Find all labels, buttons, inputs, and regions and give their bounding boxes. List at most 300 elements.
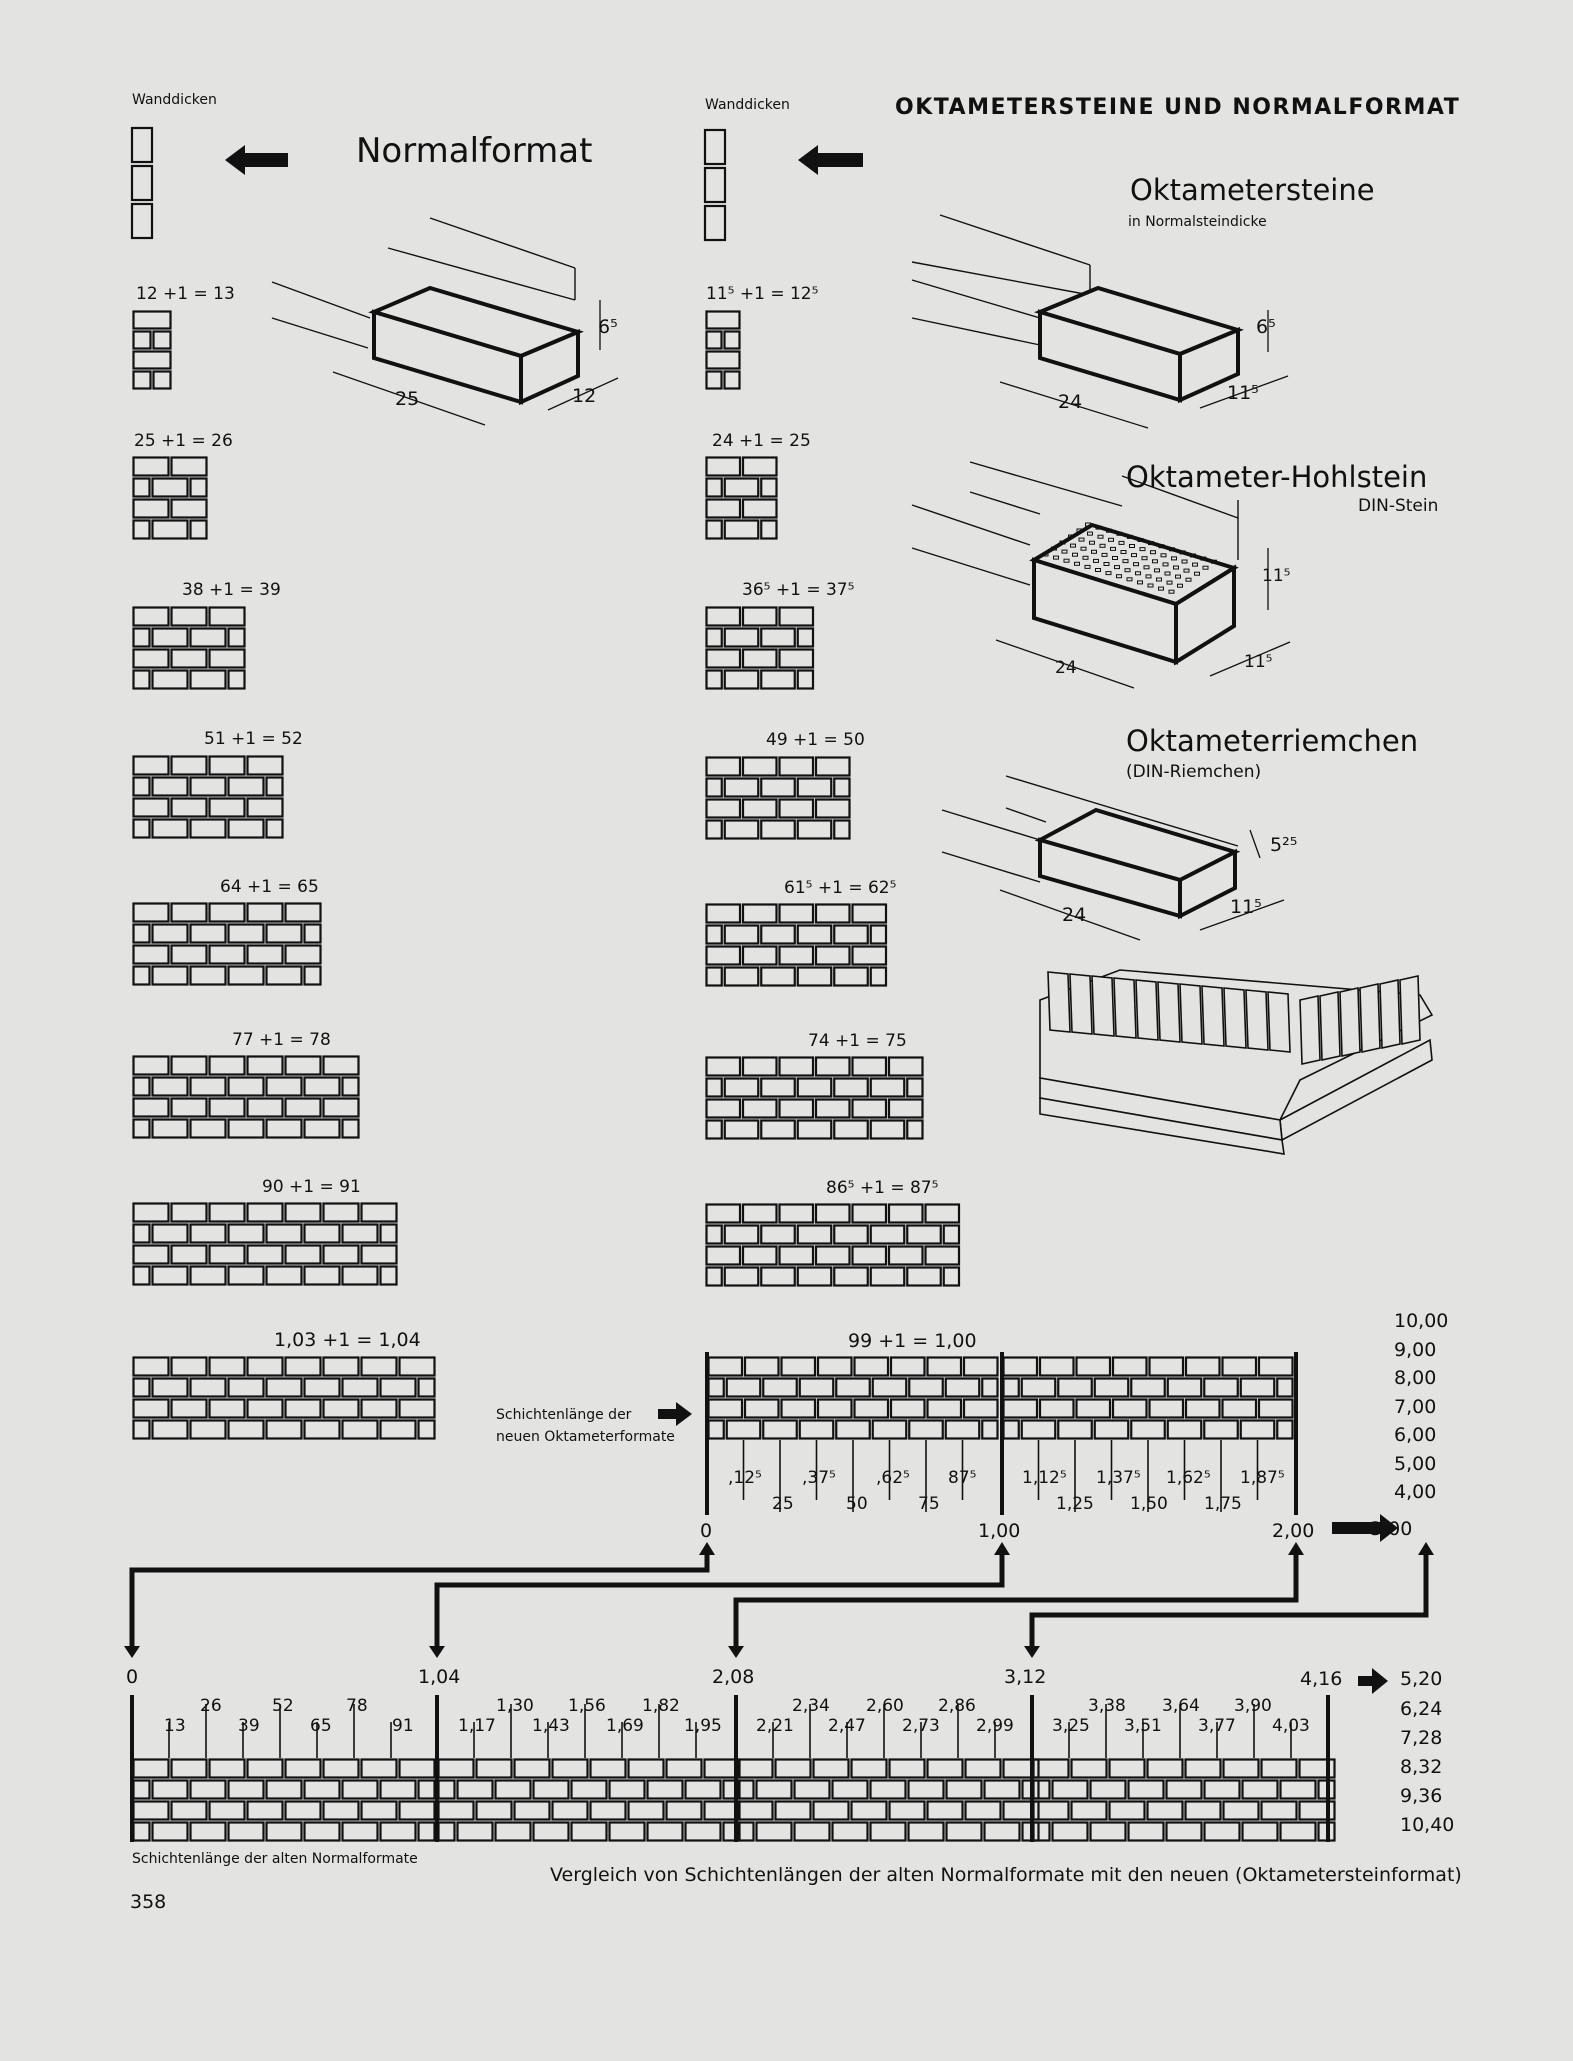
brick bbox=[134, 1760, 169, 1778]
brick bbox=[707, 905, 741, 923]
normal-height: 6⁵ bbox=[598, 316, 618, 338]
corner-brick bbox=[1202, 986, 1224, 1046]
brick bbox=[1110, 1760, 1145, 1778]
brick bbox=[572, 1823, 607, 1841]
brick bbox=[871, 1226, 905, 1244]
brick bbox=[944, 1226, 959, 1244]
new-scale-label-1: Schichtenlänge der bbox=[496, 1407, 632, 1423]
old-right-value: 10,40 bbox=[1400, 1814, 1455, 1836]
brick bbox=[909, 1379, 943, 1397]
brick bbox=[153, 1421, 188, 1439]
brick bbox=[761, 1121, 795, 1139]
brick bbox=[381, 1267, 397, 1285]
brick bbox=[305, 1781, 340, 1799]
left-row-label-6: 77 +1 = 78 bbox=[232, 1030, 331, 1050]
brick bbox=[1243, 1781, 1278, 1799]
brick bbox=[709, 1400, 743, 1418]
brick bbox=[248, 1760, 283, 1778]
hohlstein-subtitle: DIN-Stein bbox=[1358, 496, 1439, 516]
brick bbox=[853, 905, 887, 923]
old-right-value: 7,28 bbox=[1400, 1727, 1443, 1749]
brick bbox=[743, 458, 777, 476]
brick bbox=[591, 1760, 626, 1778]
brick bbox=[134, 1267, 150, 1285]
brick bbox=[210, 1358, 245, 1376]
brick bbox=[210, 1246, 245, 1264]
brick bbox=[1148, 1802, 1183, 1820]
brick bbox=[707, 800, 741, 818]
brick bbox=[743, 905, 777, 923]
new-lower-tick-label: 1,75 bbox=[1204, 1494, 1242, 1514]
brick bbox=[134, 608, 169, 626]
brick bbox=[907, 1226, 941, 1244]
brick bbox=[1186, 1760, 1221, 1778]
brick bbox=[248, 1246, 283, 1264]
brick bbox=[909, 1823, 944, 1841]
new-right-value: 9,00 bbox=[1394, 1338, 1437, 1361]
brick bbox=[210, 757, 245, 775]
brick bbox=[229, 1781, 264, 1799]
brick bbox=[709, 1421, 724, 1439]
brick bbox=[419, 1379, 435, 1397]
brick bbox=[946, 1421, 980, 1439]
old-major-label: 3,12 bbox=[1004, 1666, 1047, 1688]
brick bbox=[1186, 1358, 1220, 1376]
brick bbox=[738, 1760, 773, 1778]
brick bbox=[172, 458, 207, 476]
brick bbox=[944, 1268, 959, 1286]
oktameter-width: 11⁵ bbox=[1227, 382, 1259, 404]
brick bbox=[153, 521, 188, 539]
brick bbox=[743, 1058, 777, 1076]
brick bbox=[761, 926, 795, 944]
brick bbox=[818, 1358, 852, 1376]
brick bbox=[818, 1400, 852, 1418]
brick bbox=[134, 1225, 150, 1243]
brick bbox=[1004, 1379, 1019, 1397]
brick bbox=[855, 1400, 889, 1418]
brick bbox=[907, 1268, 941, 1286]
brick bbox=[707, 1226, 722, 1244]
brick bbox=[134, 1078, 150, 1096]
corner-brick bbox=[1320, 992, 1340, 1060]
brick bbox=[134, 479, 150, 497]
old-scale-wall-3 bbox=[738, 1760, 1039, 1841]
brick bbox=[1262, 1802, 1297, 1820]
brick bbox=[305, 967, 321, 985]
left-row-label-1: 12 +1 = 13 bbox=[136, 284, 235, 304]
brick bbox=[889, 1205, 923, 1223]
brick bbox=[153, 479, 188, 497]
brick bbox=[871, 926, 886, 944]
left-row-label-2: 25 +1 = 26 bbox=[134, 431, 233, 451]
brick bbox=[1168, 1379, 1202, 1397]
brick bbox=[477, 1802, 512, 1820]
brick bbox=[928, 1802, 963, 1820]
brick bbox=[686, 1781, 721, 1799]
brick bbox=[153, 1267, 188, 1285]
brick bbox=[267, 1781, 302, 1799]
new-upper-tick-label: 87⁵ bbox=[948, 1468, 977, 1488]
brick bbox=[610, 1823, 645, 1841]
brick bbox=[725, 1268, 759, 1286]
left-wall-row-5 bbox=[134, 904, 321, 985]
oktameter-subtitle: in Normalsteindicke bbox=[1128, 214, 1267, 230]
brick bbox=[853, 1100, 887, 1118]
brick bbox=[381, 1781, 416, 1799]
brick bbox=[982, 1379, 997, 1397]
wall-label-middle: Wanddicken bbox=[705, 97, 790, 113]
old-lower-tick-label: 65 bbox=[310, 1716, 332, 1736]
corner-brick bbox=[1300, 996, 1320, 1064]
brick bbox=[852, 1760, 887, 1778]
old-upper-tick-label: 3,38 bbox=[1088, 1696, 1126, 1716]
brick bbox=[134, 671, 150, 689]
brick bbox=[707, 821, 722, 839]
brick bbox=[725, 779, 759, 797]
brick bbox=[1167, 1823, 1202, 1841]
brick bbox=[534, 1823, 569, 1841]
brick bbox=[305, 1379, 340, 1397]
brick bbox=[795, 1823, 830, 1841]
brick bbox=[947, 1823, 982, 1841]
brick bbox=[515, 1760, 550, 1778]
brick bbox=[210, 904, 245, 922]
brick bbox=[210, 1204, 245, 1222]
brick bbox=[743, 608, 777, 626]
brick bbox=[419, 1781, 435, 1799]
brick bbox=[816, 1100, 850, 1118]
brick bbox=[780, 1205, 814, 1223]
brick bbox=[871, 1121, 905, 1139]
new-major-label: 3,00 bbox=[1370, 1518, 1413, 1540]
normal-brick-drawing bbox=[272, 218, 618, 425]
brick bbox=[1040, 1358, 1074, 1376]
brick bbox=[871, 1823, 906, 1841]
page-number: 358 bbox=[130, 1891, 167, 1913]
brick bbox=[1281, 1823, 1316, 1841]
brick bbox=[1205, 1823, 1240, 1841]
brick bbox=[1205, 1781, 1240, 1799]
mid-wall-row-2 bbox=[707, 458, 777, 539]
brick bbox=[515, 1802, 550, 1820]
brick bbox=[1095, 1379, 1129, 1397]
brick bbox=[707, 521, 722, 539]
brick bbox=[286, 1400, 321, 1418]
brick bbox=[686, 1823, 721, 1841]
wall-thickness-stack bbox=[705, 130, 725, 240]
mid-wall-row-7 bbox=[707, 1205, 960, 1286]
brick bbox=[229, 1823, 264, 1841]
brick bbox=[439, 1781, 455, 1799]
riemchen-height: 5²⁵ bbox=[1270, 834, 1298, 856]
brick bbox=[172, 500, 207, 518]
new-upper-tick-label: ,37⁵ bbox=[802, 1468, 836, 1488]
brick bbox=[229, 1267, 264, 1285]
brick bbox=[707, 968, 722, 986]
brick bbox=[816, 905, 850, 923]
brick bbox=[343, 1120, 359, 1138]
brick bbox=[229, 925, 264, 943]
old-right-value: 6,24 bbox=[1400, 1698, 1443, 1720]
riemchen-width: 11⁵ bbox=[1230, 896, 1262, 918]
brick bbox=[229, 671, 245, 689]
brick bbox=[909, 1781, 944, 1799]
brick bbox=[134, 458, 169, 476]
brick bbox=[707, 458, 741, 476]
old-scale-wall-1 bbox=[134, 1760, 435, 1841]
brick bbox=[229, 1379, 264, 1397]
corner-brick bbox=[1224, 988, 1246, 1048]
brick bbox=[267, 1225, 302, 1243]
old-right-value: 9,36 bbox=[1400, 1785, 1443, 1807]
brick bbox=[761, 968, 795, 986]
brick bbox=[648, 1781, 683, 1799]
new-right-value: 6,00 bbox=[1394, 1424, 1437, 1446]
brick bbox=[191, 1379, 226, 1397]
brick bbox=[229, 1225, 264, 1243]
brick bbox=[267, 1267, 302, 1285]
corner-brick bbox=[1246, 990, 1268, 1050]
brick bbox=[707, 312, 740, 329]
corner-brick bbox=[1070, 974, 1092, 1034]
brick bbox=[134, 1781, 150, 1799]
brick bbox=[707, 947, 741, 965]
brick bbox=[707, 332, 722, 349]
brick bbox=[800, 1379, 834, 1397]
brick bbox=[305, 1823, 340, 1841]
old-lower-tick-label: 1,69 bbox=[606, 1716, 644, 1736]
brick bbox=[780, 905, 814, 923]
brick bbox=[1223, 1400, 1257, 1418]
brick bbox=[248, 1099, 283, 1117]
new-lower-tick-label: 1,50 bbox=[1130, 1494, 1168, 1514]
brick bbox=[496, 1781, 531, 1799]
brick bbox=[134, 778, 150, 796]
brick bbox=[267, 1078, 302, 1096]
brick bbox=[707, 926, 722, 944]
brick bbox=[439, 1823, 455, 1841]
brick bbox=[553, 1802, 588, 1820]
old-upper-tick-label: 3,64 bbox=[1162, 1696, 1200, 1716]
old-lower-tick-label: 2,73 bbox=[902, 1716, 940, 1736]
brick bbox=[210, 608, 245, 626]
brick bbox=[798, 1268, 832, 1286]
brick bbox=[707, 1268, 722, 1286]
brick bbox=[1040, 1400, 1074, 1418]
brick bbox=[1277, 1379, 1292, 1397]
brick bbox=[324, 1246, 359, 1264]
brick bbox=[727, 1421, 761, 1439]
brick bbox=[707, 1247, 741, 1265]
brick bbox=[134, 1358, 169, 1376]
brick bbox=[798, 629, 813, 647]
brick bbox=[761, 779, 795, 797]
brick bbox=[1131, 1379, 1165, 1397]
brick bbox=[381, 1421, 416, 1439]
left-wall-row-3 bbox=[134, 608, 245, 689]
brick bbox=[873, 1379, 907, 1397]
old-major-label: 1,04 bbox=[418, 1666, 461, 1688]
brick bbox=[1004, 1421, 1019, 1439]
brick bbox=[324, 1358, 359, 1376]
brick bbox=[798, 671, 813, 689]
brick bbox=[381, 1225, 397, 1243]
brick bbox=[1072, 1760, 1107, 1778]
brick bbox=[798, 926, 832, 944]
brick bbox=[1034, 1823, 1050, 1841]
old-major-label: 0 bbox=[126, 1666, 139, 1688]
brick bbox=[761, 1268, 795, 1286]
mid-wall-row-3 bbox=[707, 608, 814, 689]
brick bbox=[743, 800, 777, 818]
brick bbox=[153, 778, 188, 796]
brick bbox=[210, 1760, 245, 1778]
brick bbox=[1053, 1823, 1088, 1841]
brick bbox=[400, 1400, 435, 1418]
brick bbox=[343, 1267, 378, 1285]
brick bbox=[707, 1100, 741, 1118]
brick bbox=[400, 1802, 435, 1820]
brick bbox=[134, 629, 150, 647]
old-lower-tick-label: 91 bbox=[392, 1716, 414, 1736]
brick bbox=[172, 1802, 207, 1820]
brick bbox=[267, 967, 302, 985]
brick bbox=[381, 1823, 416, 1841]
brick bbox=[153, 671, 188, 689]
new-right-value: 5,00 bbox=[1394, 1452, 1437, 1475]
mid-row-label-1: 11⁵ +1 = 12⁵ bbox=[706, 284, 819, 304]
brick bbox=[891, 1400, 925, 1418]
brick bbox=[610, 1781, 645, 1799]
old-upper-tick-label: 2,60 bbox=[866, 1696, 904, 1716]
brick bbox=[267, 1421, 302, 1439]
brick bbox=[745, 1400, 779, 1418]
brick bbox=[172, 1246, 207, 1264]
brick bbox=[629, 1760, 664, 1778]
brick bbox=[362, 1400, 397, 1418]
brick bbox=[745, 1358, 779, 1376]
mid-row-label-3: 36⁵ +1 = 37⁵ bbox=[742, 580, 855, 600]
brick bbox=[725, 372, 740, 389]
brick bbox=[1004, 1400, 1038, 1418]
brick bbox=[191, 521, 207, 539]
old-upper-tick-label: 1,30 bbox=[496, 1696, 534, 1716]
brick bbox=[1148, 1760, 1183, 1778]
brick bbox=[134, 820, 150, 838]
brick bbox=[834, 968, 868, 986]
left-row-label-8: 1,03 +1 = 1,04 bbox=[274, 1329, 421, 1351]
brick bbox=[153, 1823, 188, 1841]
brick bbox=[191, 778, 226, 796]
brick bbox=[853, 947, 887, 965]
brick bbox=[926, 1247, 960, 1265]
old-lower-tick-label: 1,17 bbox=[458, 1716, 496, 1736]
riemchen-title: Oktameterriemchen bbox=[1126, 724, 1419, 758]
old-lower-tick-label: 3,77 bbox=[1198, 1716, 1236, 1736]
brick bbox=[286, 1358, 321, 1376]
new-major-label: 1,00 bbox=[978, 1520, 1021, 1542]
brick bbox=[134, 1823, 150, 1841]
brick bbox=[1072, 1802, 1107, 1820]
brick bbox=[134, 352, 171, 369]
brick bbox=[725, 1079, 759, 1097]
brick bbox=[172, 1760, 207, 1778]
brick bbox=[926, 1205, 960, 1223]
brick bbox=[134, 1379, 150, 1397]
brick bbox=[134, 312, 171, 329]
brick bbox=[834, 1268, 868, 1286]
brick bbox=[305, 1267, 340, 1285]
old-scale-wall-2 bbox=[439, 1760, 740, 1841]
brick bbox=[248, 904, 283, 922]
oktameter-height: 6⁵ bbox=[1256, 316, 1276, 338]
mid-row-label-2: 24 +1 = 25 bbox=[712, 431, 811, 451]
brick bbox=[153, 925, 188, 943]
old-upper-tick-label: 1,56 bbox=[568, 1696, 606, 1716]
brick bbox=[248, 757, 283, 775]
brick bbox=[761, 821, 795, 839]
brick bbox=[725, 332, 740, 349]
brick bbox=[324, 1802, 359, 1820]
old-major-label: 5,20 bbox=[1400, 1668, 1443, 1690]
mid-wall-row-4 bbox=[707, 758, 850, 839]
corner-brick bbox=[1340, 988, 1360, 1056]
brick bbox=[591, 1802, 626, 1820]
brick bbox=[834, 1226, 868, 1244]
brick bbox=[362, 1204, 397, 1222]
old-upper-tick-label: 52 bbox=[272, 1696, 294, 1716]
left-wall-row-2 bbox=[134, 458, 207, 539]
brick bbox=[763, 1379, 797, 1397]
brick bbox=[707, 629, 722, 647]
brick bbox=[305, 1421, 340, 1439]
brick bbox=[871, 1268, 905, 1286]
brick bbox=[210, 1400, 245, 1418]
wall-label-left: Wanddicken bbox=[132, 92, 217, 108]
brick bbox=[738, 1802, 773, 1820]
brick bbox=[985, 1781, 1020, 1799]
brick bbox=[210, 799, 245, 817]
brick bbox=[1204, 1421, 1238, 1439]
brick bbox=[153, 820, 188, 838]
old-right-value: 8,32 bbox=[1400, 1756, 1443, 1778]
brick bbox=[667, 1760, 702, 1778]
brick bbox=[153, 1078, 188, 1096]
brick bbox=[191, 925, 226, 943]
old-scale-wall-4 bbox=[1034, 1760, 1335, 1841]
corner-brick bbox=[1136, 980, 1158, 1040]
brick bbox=[798, 1079, 832, 1097]
brick bbox=[834, 926, 868, 944]
corner-brick bbox=[1360, 984, 1380, 1052]
brick bbox=[477, 1760, 512, 1778]
brick bbox=[725, 968, 759, 986]
mid-row-label-6: 74 +1 = 75 bbox=[808, 1031, 907, 1051]
corner-brick bbox=[1114, 978, 1136, 1038]
brick bbox=[229, 820, 264, 838]
left-wall-row-4 bbox=[134, 757, 283, 838]
brick bbox=[1077, 1400, 1111, 1418]
brick bbox=[780, 1247, 814, 1265]
new-upper-tick-label: ,12⁵ bbox=[728, 1468, 762, 1488]
hohlstein-title: Oktameter-Hohlstein bbox=[1126, 460, 1428, 494]
brick bbox=[191, 1781, 226, 1799]
brick bbox=[1241, 1421, 1275, 1439]
old-upper-tick-label: 1,82 bbox=[642, 1696, 680, 1716]
brick bbox=[1095, 1421, 1129, 1439]
brick bbox=[782, 1400, 816, 1418]
